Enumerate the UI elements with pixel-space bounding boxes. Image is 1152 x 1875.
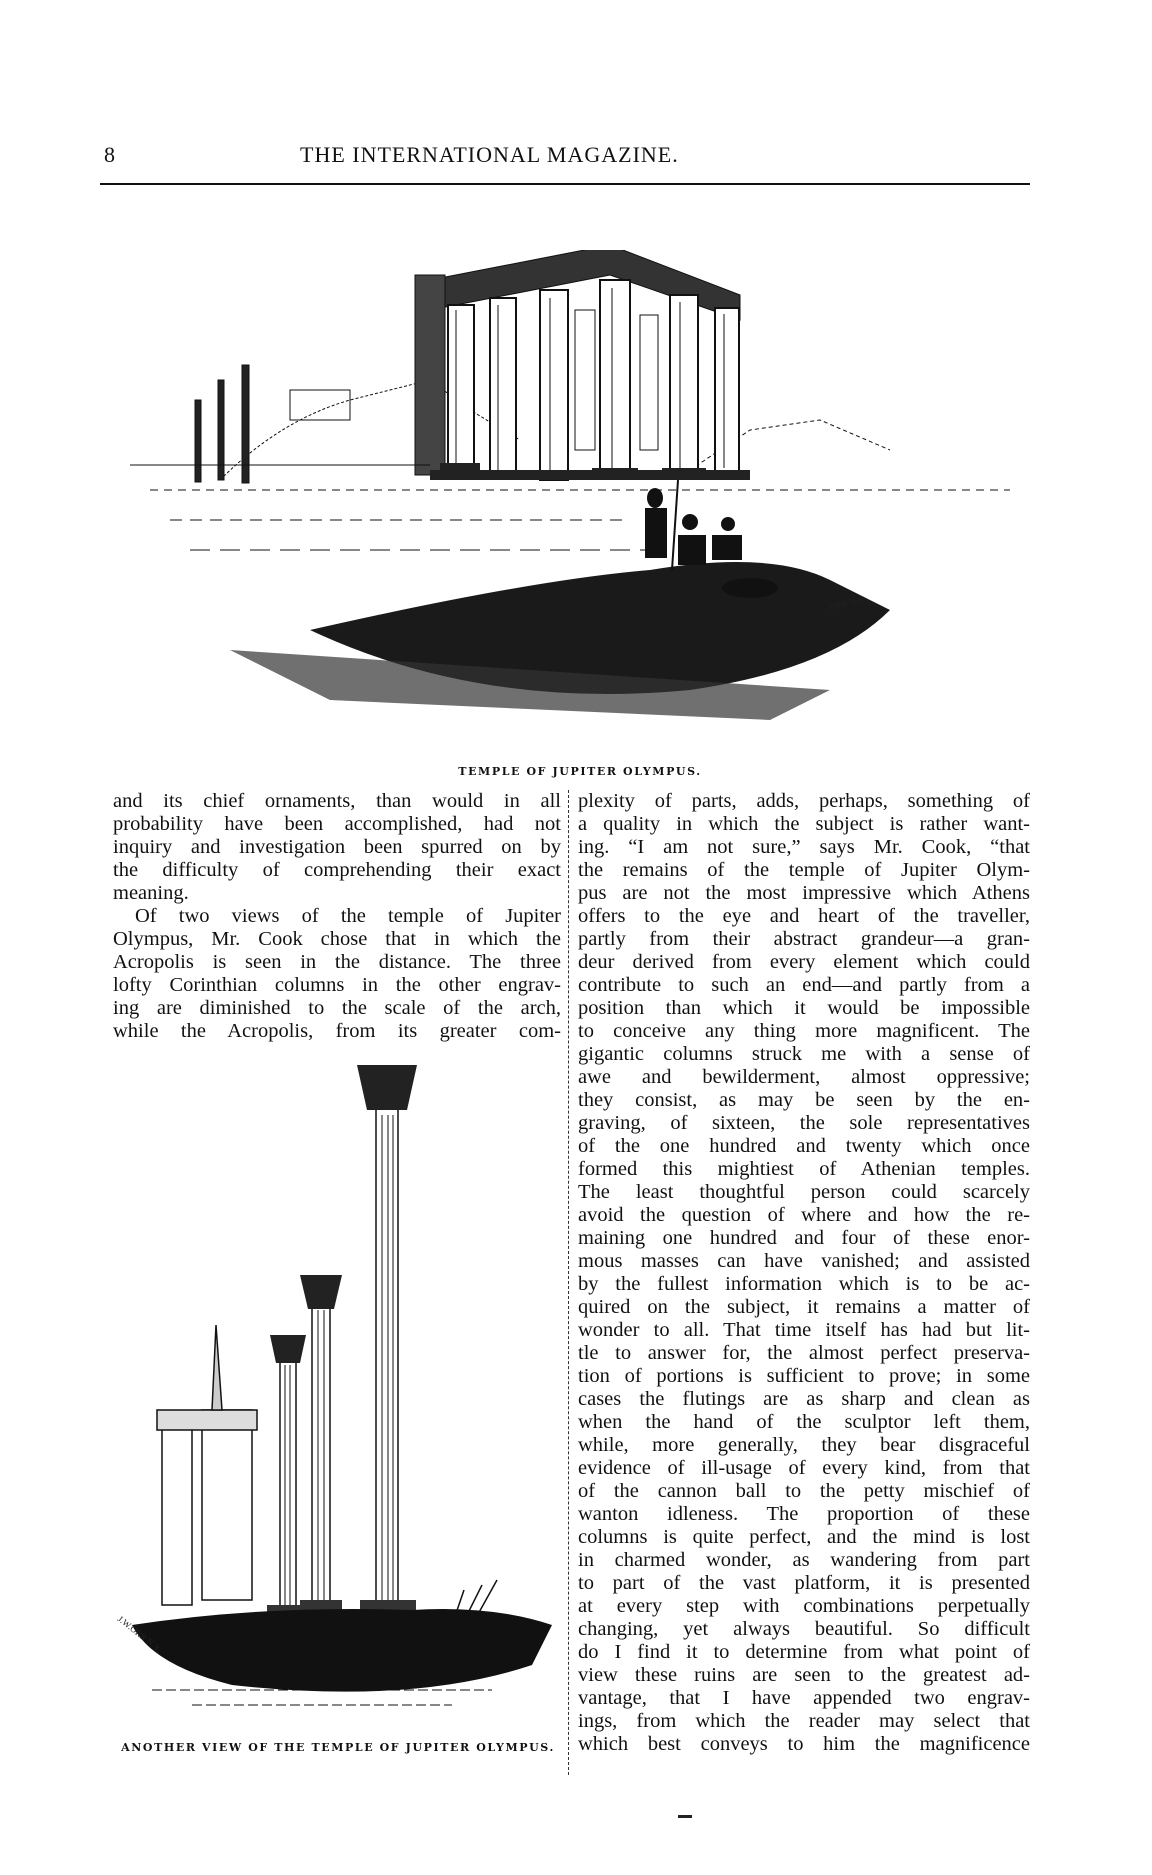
text-line: the remains of the temple of Jupiter Olym-	[578, 859, 1030, 881]
text-line: wanton idleness. The proportion of these	[578, 1503, 1030, 1525]
text-line: maining one hundred and four of these enor-	[578, 1227, 1030, 1249]
engraving-temple-of-jupiter-olympus	[130, 250, 1010, 755]
text-line: ing. “I am not sure,” says Mr. Cook, “that	[578, 836, 1030, 858]
text-line: columns is quite perfect, and the mind is lost	[578, 1526, 1030, 1548]
text-line: lofty Corinthian columns in the other engrav-	[113, 974, 561, 996]
text-line: to conceive any thing more magnificent. The	[578, 1020, 1030, 1042]
text-line: the difficulty of comprehending their exact	[113, 859, 561, 881]
text-line: while, more generally, they bear disgraceful	[578, 1434, 1030, 1456]
figure-caption-top: TEMPLE OF JUPITER OLYMPUS.	[458, 765, 702, 778]
text-line: a quality in which the subject is rather want-	[578, 813, 1030, 835]
text-line: do I find it to determine from what point of	[578, 1641, 1030, 1663]
left-column	[113, 790, 561, 1043]
text-line: evidence of ill-usage of every kind, from that	[578, 1457, 1030, 1479]
text-line: while the Acropolis, from its greater com-	[113, 1020, 561, 1042]
text-line: quired on the subject, it remains a matter of	[578, 1296, 1030, 1318]
text-line: meaning.	[113, 882, 189, 904]
text-line: Of two views of the temple of Jupiter	[135, 905, 561, 927]
text-line: cases the flutings are as sharp and clean as	[578, 1388, 1030, 1410]
text-line: tle to answer for, the almost perfect preserva-	[578, 1342, 1030, 1364]
text-line: The least thoughtful person could scarcely	[578, 1181, 1030, 1203]
text-line: offers to the eye and heart of the traveller,	[578, 905, 1030, 927]
text-line: of the one hundred and twenty which once	[578, 1135, 1030, 1157]
footer-printer-mark	[678, 1815, 692, 1818]
text-line: and its chief ornaments, than would in all	[113, 790, 561, 812]
header-rule	[100, 183, 1030, 185]
text-line: which best conveys to him the magnificence	[578, 1733, 1030, 1755]
text-line: pus are not the most impressive which Athens	[578, 882, 1030, 904]
text-line: ings, from which the reader may select that	[578, 1710, 1030, 1732]
right-column	[578, 790, 1030, 1756]
text-line: deur derived from every element which could	[578, 951, 1030, 973]
text-line: tion of portions is sufficient to prove; in some	[578, 1365, 1030, 1387]
text-line: inquiry and investigation been spurred on by	[113, 836, 561, 858]
text-line: probability have been accomplished, had not	[113, 813, 561, 835]
text-line: ing are diminished to the scale of the arch,	[113, 997, 561, 1019]
text-line: to part of the vast platform, it is presented	[578, 1572, 1030, 1594]
text-line: position than which it would be impossible	[578, 997, 1030, 1019]
text-line: formed this mightiest of Athenian temples.	[578, 1158, 1030, 1180]
text-line: changing, yet always beautiful. So difficult	[578, 1618, 1030, 1640]
text-line: Acropolis is seen in the distance. The three	[113, 951, 561, 973]
text-line: view these ruins are seen to the greatest ad-	[578, 1664, 1030, 1686]
text-line: gigantic columns struck me with a sense of	[578, 1043, 1030, 1065]
figure-caption-bottom: ANOTHER VIEW OF THE TEMPLE OF JUPITER OLYMPUS.	[121, 1741, 555, 1754]
engraver-signature-bottom: J.W.ORR N.Y.	[115, 1613, 164, 1655]
text-line: contribute to such an end—and partly from a	[578, 974, 1030, 996]
text-line: graving, of sixteen, the sole representatives	[578, 1112, 1030, 1134]
text-line: of the cannon ball to the petty mischief of	[578, 1480, 1030, 1502]
engraving-another-view-temple	[112, 1065, 572, 1735]
text-line: vantage, that I have appended two engrav-	[578, 1687, 1030, 1709]
engraver-signature-top: ORR N.Y.	[828, 594, 867, 612]
text-line: Olympus, Mr. Cook chose that in which the	[113, 928, 561, 950]
text-line: by the fullest information which is to be ac-	[578, 1273, 1030, 1295]
running-title: THE INTERNATIONAL MAGAZINE.	[300, 142, 679, 167]
text-line: mous masses can have vanished; and assisted	[578, 1250, 1030, 1272]
text-line: wonder to all. That time itself has had but lit-	[578, 1319, 1030, 1341]
text-line: avoid the question of where and how the re-	[578, 1204, 1030, 1226]
text-line: at every step with combinations perpetually	[578, 1595, 1030, 1617]
page-number: 8	[104, 142, 115, 167]
text-line: in charmed wonder, as wandering from part	[578, 1549, 1030, 1571]
text-line: partly from their abstract grandeur—a gran-	[578, 928, 1030, 950]
text-line: they consist, as may be seen by the en-	[578, 1089, 1030, 1111]
text-line: awe and bewilderment, almost oppressive;	[578, 1066, 1030, 1088]
text-line: when the hand of the sculptor left them,	[578, 1411, 1030, 1433]
text-line: plexity of parts, adds, perhaps, something of	[578, 790, 1030, 812]
